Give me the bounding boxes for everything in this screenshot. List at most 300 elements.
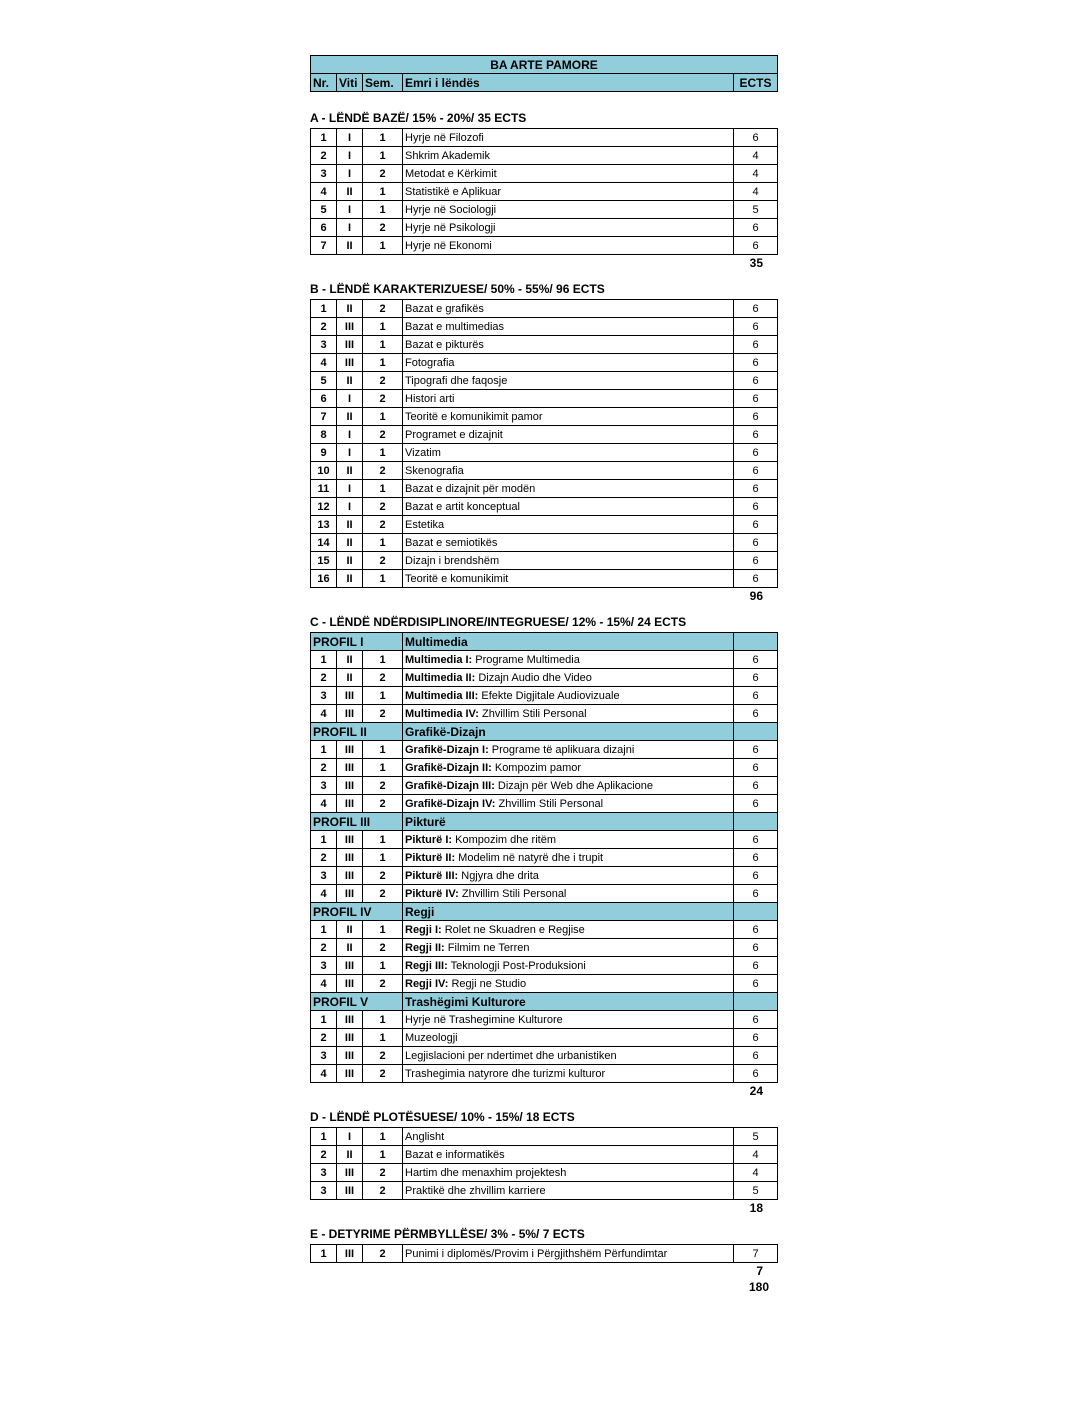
cell-sem: 1 — [363, 570, 403, 588]
cell-viti: II — [337, 408, 363, 426]
cell-course-name — [403, 165, 734, 183]
course-name: Zhvillim Stili Personal — [478, 707, 587, 720]
cell-nr: 3 — [311, 687, 337, 705]
cell-viti: III — [337, 849, 363, 867]
course-prefix: Multimedia III: — [405, 689, 479, 702]
cell-nr: 3 — [311, 777, 337, 795]
cell-ects: 6 — [734, 1065, 778, 1083]
course-name: Kompozim pamor — [491, 761, 582, 774]
cell-ects: 4 — [734, 147, 778, 165]
cell-course-name — [403, 498, 734, 516]
cell-ects: 6 — [734, 921, 778, 939]
course-name: Hyrje në Sociologji — [405, 203, 497, 216]
cell-viti: III — [337, 1065, 363, 1083]
cell-nr: 4 — [311, 1065, 337, 1083]
cell-viti: II — [337, 534, 363, 552]
cell-ects: 6 — [734, 777, 778, 795]
course-name: Hyrje në Psikologji — [405, 221, 496, 234]
cell-viti: I — [337, 129, 363, 147]
table-row — [311, 237, 778, 255]
course-prefix: Multimedia II: — [405, 671, 476, 684]
cell-sem: 1 — [363, 201, 403, 219]
cell-ects: 4 — [734, 183, 778, 201]
profile-name: Regji — [403, 903, 734, 921]
cell-sem: 1 — [363, 921, 403, 939]
cell-ects: 6 — [734, 219, 778, 237]
table-row — [311, 408, 778, 426]
cell-course-name — [403, 1245, 734, 1263]
course-name: Skenografia — [405, 464, 464, 477]
cell-viti: I — [337, 1128, 363, 1146]
table-row — [311, 1164, 778, 1182]
cell-ects: 6 — [734, 570, 778, 588]
cell-sem: 1 — [363, 444, 403, 462]
cell-nr: 2 — [311, 1146, 337, 1164]
course-name: Hyrje në Filozofi — [405, 131, 484, 144]
cell-viti: III — [337, 885, 363, 903]
course-name: Estetika — [405, 518, 445, 531]
cell-viti: II — [337, 183, 363, 201]
cell-ects: 6 — [734, 390, 778, 408]
profile-ects-blank — [734, 633, 778, 651]
cell-nr: 4 — [311, 705, 337, 723]
table-row — [311, 885, 778, 903]
section-table-b — [310, 299, 778, 588]
cell-viti: III — [337, 759, 363, 777]
cell-ects: 7 — [734, 1245, 778, 1263]
grand-total: 180 — [748, 1280, 769, 1294]
course-name: Bazat e semiotikës — [405, 536, 498, 549]
table-row — [311, 1182, 778, 1200]
header-ects: ECTS — [734, 74, 778, 92]
cell-ects: 6 — [734, 975, 778, 993]
cell-ects: 4 — [734, 165, 778, 183]
profile-name: Grafikë-Dizajn — [403, 723, 734, 741]
cell-nr: 1 — [311, 129, 337, 147]
cell-ects: 6 — [734, 534, 778, 552]
table-row — [311, 651, 778, 669]
cell-sem: 2 — [363, 390, 403, 408]
table-row — [311, 165, 778, 183]
cell-viti: III — [337, 975, 363, 993]
cell-nr: 4 — [311, 354, 337, 372]
course-name: Dizajn i brendshëm — [405, 554, 500, 567]
cell-course-name — [403, 939, 734, 957]
course-name: Dizajn Audio dhe Video — [475, 671, 592, 684]
course-name: Vizatim — [405, 446, 441, 459]
profile-header — [311, 993, 778, 1011]
cell-sem: 2 — [363, 498, 403, 516]
cell-sem: 1 — [363, 651, 403, 669]
cell-course-name — [403, 849, 734, 867]
header-name: Emri i lëndës — [403, 74, 734, 92]
table-row — [311, 687, 778, 705]
profile-ects-blank — [734, 903, 778, 921]
table-row — [311, 462, 778, 480]
cell-viti: I — [337, 219, 363, 237]
cell-viti: III — [337, 354, 363, 372]
cell-course-name — [403, 831, 734, 849]
cell-nr: 1 — [311, 1245, 337, 1263]
cell-viti: III — [337, 1164, 363, 1182]
cell-viti: II — [337, 237, 363, 255]
course-name: Filmim ne Terren — [444, 941, 530, 954]
course-name: Punimi i diplomës/Provim i Përgjithshëm Përfundimtar — [405, 1247, 668, 1260]
cell-sem: 1 — [363, 183, 403, 201]
cell-course-name — [403, 1047, 734, 1065]
cell-viti: III — [337, 318, 363, 336]
cell-course-name — [403, 480, 734, 498]
cell-nr: 3 — [311, 1182, 337, 1200]
course-name: Zhvillim Stili Personal — [458, 887, 567, 900]
cell-ects: 6 — [734, 849, 778, 867]
profile-header — [311, 903, 778, 921]
section-total-d: 18 — [749, 1201, 763, 1215]
header-table — [310, 55, 778, 92]
cell-nr: 4 — [311, 183, 337, 201]
cell-course-name — [403, 1164, 734, 1182]
cell-sem: 2 — [363, 165, 403, 183]
table-row — [311, 570, 778, 588]
table-row — [311, 975, 778, 993]
curriculum-document — [310, 55, 777, 1295]
cell-course-name — [403, 444, 734, 462]
cell-nr: 1 — [311, 741, 337, 759]
cell-ects: 6 — [734, 372, 778, 390]
cell-nr: 4 — [311, 795, 337, 813]
course-prefix: Pikturë I: — [405, 833, 453, 846]
header-sem: Sem. — [363, 74, 403, 92]
cell-ects: 6 — [734, 957, 778, 975]
cell-viti: I — [337, 498, 363, 516]
cell-sem: 2 — [363, 552, 403, 570]
section-table-e — [310, 1244, 778, 1263]
cell-sem: 1 — [363, 957, 403, 975]
cell-course-name — [403, 1146, 734, 1164]
cell-nr: 1 — [311, 1011, 337, 1029]
cell-course-name — [403, 129, 734, 147]
cell-nr: 3 — [311, 957, 337, 975]
table-row — [311, 669, 778, 687]
cell-course-name — [403, 390, 734, 408]
cell-ects: 6 — [734, 129, 778, 147]
cell-nr: 6 — [311, 219, 337, 237]
cell-sem: 2 — [363, 669, 403, 687]
profile-label: PROFIL V — [311, 993, 403, 1011]
course-prefix: Regji IV: — [405, 977, 449, 990]
table-row — [311, 1011, 778, 1029]
cell-course-name — [403, 777, 734, 795]
cell-sem: 2 — [363, 1182, 403, 1200]
cell-course-name — [403, 957, 734, 975]
table-row — [311, 201, 778, 219]
table-row — [311, 867, 778, 885]
cell-sem: 1 — [363, 1029, 403, 1047]
cell-nr: 8 — [311, 426, 337, 444]
course-name: Bazat e grafikës — [405, 302, 484, 315]
course-name: Teoritë e komunikimit — [405, 572, 509, 585]
section-total-b: 96 — [749, 589, 763, 603]
cell-course-name — [403, 147, 734, 165]
profile-ects-blank — [734, 813, 778, 831]
cell-nr: 1 — [311, 921, 337, 939]
course-prefix: Grafikë-Dizajn I: — [405, 743, 489, 756]
course-prefix: Multimedia I: — [405, 653, 473, 666]
cell-nr: 12 — [311, 498, 337, 516]
profile-label: PROFIL IV — [311, 903, 403, 921]
course-prefix: Pikturë III: — [405, 869, 459, 882]
cell-viti: III — [337, 687, 363, 705]
cell-nr: 5 — [311, 372, 337, 390]
course-name: Hyrje në Trashegimine Kulturore — [405, 1013, 563, 1026]
table-row — [311, 921, 778, 939]
course-name: Metodat e Kërkimit — [405, 167, 497, 180]
cell-ects: 6 — [734, 498, 778, 516]
cell-course-name — [403, 318, 734, 336]
cell-viti: II — [337, 651, 363, 669]
cell-course-name — [403, 921, 734, 939]
course-name: Muzeologji — [405, 1031, 458, 1044]
course-name: Bazat e dizajnit për modën — [405, 482, 536, 495]
cell-course-name — [403, 687, 734, 705]
table-row — [311, 300, 778, 318]
course-name: Programe Multimedia — [472, 653, 580, 666]
cell-sem: 1 — [363, 687, 403, 705]
cell-nr: 3 — [311, 1047, 337, 1065]
cell-ects: 5 — [734, 1128, 778, 1146]
course-prefix: Regji II: — [405, 941, 445, 954]
table-row — [311, 552, 778, 570]
section-total-e: 7 — [756, 1264, 763, 1278]
cell-ects: 6 — [734, 1029, 778, 1047]
section-title-e: E - DETYRIME PËRMBYLLËSE/ 3% - 5%/ 7 ECTS — [310, 1227, 585, 1241]
cell-viti: I — [337, 165, 363, 183]
course-prefix: Grafikë-Dizajn III: — [405, 779, 495, 792]
course-name: Bazat e multimedias — [405, 320, 505, 333]
cell-sem: 2 — [363, 777, 403, 795]
cell-course-name — [403, 867, 734, 885]
table-row — [311, 372, 778, 390]
cell-nr: 9 — [311, 444, 337, 462]
cell-nr: 1 — [311, 1128, 337, 1146]
section-title-d: D - LËNDË PLOTËSUESE/ 10% - 15%/ 18 ECTS — [310, 1110, 575, 1124]
section-total-c: 24 — [749, 1084, 763, 1098]
cell-ects: 6 — [734, 480, 778, 498]
cell-nr: 2 — [311, 318, 337, 336]
cell-ects: 5 — [734, 201, 778, 219]
cell-course-name — [403, 354, 734, 372]
cell-course-name — [403, 795, 734, 813]
table-row — [311, 354, 778, 372]
course-prefix: Pikturë II: — [405, 851, 456, 864]
cell-nr: 1 — [311, 300, 337, 318]
cell-viti: III — [337, 1047, 363, 1065]
cell-viti: II — [337, 570, 363, 588]
cell-viti: I — [337, 390, 363, 408]
cell-viti: I — [337, 480, 363, 498]
cell-viti: II — [337, 1146, 363, 1164]
cell-nr: 2 — [311, 849, 337, 867]
cell-ects: 6 — [734, 885, 778, 903]
cell-course-name — [403, 1128, 734, 1146]
table-row — [311, 480, 778, 498]
cell-sem: 1 — [363, 1146, 403, 1164]
cell-nr: 16 — [311, 570, 337, 588]
table-row — [311, 957, 778, 975]
cell-nr: 6 — [311, 390, 337, 408]
table-row — [311, 444, 778, 462]
cell-ects: 6 — [734, 462, 778, 480]
cell-ects: 5 — [734, 1182, 778, 1200]
cell-viti: II — [337, 552, 363, 570]
course-name: Bazat e artit konceptual — [405, 500, 520, 513]
cell-sem: 1 — [363, 534, 403, 552]
profile-header — [311, 633, 778, 651]
cell-ects: 6 — [734, 300, 778, 318]
course-name: Programet e dizajnit — [405, 428, 503, 441]
cell-course-name — [403, 885, 734, 903]
cell-course-name — [403, 336, 734, 354]
course-name: Fotografia — [405, 356, 455, 369]
cell-course-name — [403, 651, 734, 669]
course-name: Regji ne Studio — [448, 977, 527, 990]
cell-ects: 6 — [734, 1011, 778, 1029]
section-title-a: A - LËNDË BAZË/ 15% - 20%/ 35 ECTS — [310, 111, 527, 125]
cell-viti: II — [337, 300, 363, 318]
table-row — [311, 426, 778, 444]
table-row — [311, 219, 778, 237]
table-row — [311, 939, 778, 957]
table-row — [311, 534, 778, 552]
cell-sem: 2 — [363, 426, 403, 444]
cell-viti: III — [337, 867, 363, 885]
profile-ects-blank — [734, 993, 778, 1011]
cell-viti: III — [337, 705, 363, 723]
cell-nr: 2 — [311, 669, 337, 687]
section-title-b: B - LËNDË KARAKTERIZUESE/ 50% - 55%/ 96 ECTS — [310, 282, 605, 296]
cell-course-name — [403, 1029, 734, 1047]
course-name: Programe të aplikuara dizajni — [488, 743, 635, 756]
cell-sem: 2 — [363, 372, 403, 390]
cell-course-name — [403, 570, 734, 588]
cell-ects: 4 — [734, 1164, 778, 1182]
cell-sem: 1 — [363, 408, 403, 426]
cell-course-name — [403, 1065, 734, 1083]
profile-header — [311, 813, 778, 831]
table-row — [311, 741, 778, 759]
cell-course-name — [403, 516, 734, 534]
cell-ects: 6 — [734, 516, 778, 534]
cell-ects: 6 — [734, 741, 778, 759]
cell-ects: 6 — [734, 795, 778, 813]
course-name: Bazat e informatikës — [405, 1148, 505, 1161]
cell-course-name — [403, 219, 734, 237]
table-row — [311, 336, 778, 354]
table-row — [311, 1065, 778, 1083]
table-row — [311, 1029, 778, 1047]
section-table-c — [310, 632, 778, 1083]
cell-nr: 14 — [311, 534, 337, 552]
profile-ects-blank — [734, 723, 778, 741]
section-title-c: C - LËNDË NDËRDISIPLINORE/INTEGRUESE/ 12% - 15%/ 24 ECTS — [310, 615, 687, 629]
course-name: Kompozim dhe ritëm — [452, 833, 557, 846]
cell-course-name — [403, 408, 734, 426]
cell-course-name — [403, 741, 734, 759]
cell-course-name — [403, 1182, 734, 1200]
table-row — [311, 705, 778, 723]
cell-nr: 3 — [311, 867, 337, 885]
course-prefix: Regji I: — [405, 923, 442, 936]
profile-label: PROFIL III — [311, 813, 403, 831]
course-name: Rolet ne Skuadren e Regjise — [441, 923, 585, 936]
cell-course-name — [403, 705, 734, 723]
cell-nr: 7 — [311, 408, 337, 426]
cell-sem: 2 — [363, 939, 403, 957]
cell-sem: 2 — [363, 1245, 403, 1263]
cell-sem: 1 — [363, 849, 403, 867]
cell-sem: 2 — [363, 795, 403, 813]
cell-viti: III — [337, 1029, 363, 1047]
course-name: Efekte Digjitale Audiovizuale — [478, 689, 620, 702]
cell-viti: II — [337, 939, 363, 957]
cell-nr: 3 — [311, 1164, 337, 1182]
course-name: Teknologji Post-Produksioni — [447, 959, 586, 972]
cell-course-name — [403, 300, 734, 318]
course-name: Dizajn për Web dhe Aplikacione — [494, 779, 654, 792]
profile-header — [311, 723, 778, 741]
cell-viti: III — [337, 957, 363, 975]
cell-viti: III — [337, 777, 363, 795]
cell-ects: 6 — [734, 705, 778, 723]
course-name: Trashegimia natyrore dhe turizmi kulturor — [405, 1067, 606, 1080]
cell-course-name — [403, 462, 734, 480]
cell-nr: 2 — [311, 147, 337, 165]
course-name: Zhvillim Stili Personal — [495, 797, 604, 810]
cell-sem: 1 — [363, 237, 403, 255]
cell-viti: III — [337, 336, 363, 354]
cell-sem: 1 — [363, 741, 403, 759]
cell-sem: 2 — [363, 705, 403, 723]
course-name: Hyrje në Ekonomi — [405, 239, 492, 252]
section-table-a — [310, 128, 778, 255]
table-row — [311, 129, 778, 147]
course-name: Modelim në natyrë dhe i trupit — [455, 851, 604, 864]
cell-sem: 1 — [363, 336, 403, 354]
cell-sem: 1 — [363, 480, 403, 498]
cell-course-name — [403, 975, 734, 993]
cell-course-name — [403, 201, 734, 219]
cell-viti: III — [337, 741, 363, 759]
course-prefix: Regji III: — [405, 959, 448, 972]
cell-course-name — [403, 669, 734, 687]
cell-ects: 6 — [734, 1047, 778, 1065]
course-prefix: Grafikë-Dizajn II: — [405, 761, 492, 774]
cell-sem: 2 — [363, 1164, 403, 1182]
cell-nr: 7 — [311, 237, 337, 255]
cell-ects: 6 — [734, 831, 778, 849]
cell-nr: 15 — [311, 552, 337, 570]
table-row — [311, 777, 778, 795]
course-name: Hartim dhe menaxhim projektesh — [405, 1166, 567, 1179]
cell-nr: 2 — [311, 939, 337, 957]
cell-ects: 6 — [734, 318, 778, 336]
table-row — [311, 849, 778, 867]
cell-course-name — [403, 552, 734, 570]
cell-course-name — [403, 426, 734, 444]
cell-ects: 6 — [734, 759, 778, 777]
course-name: Legjislacioni per ndertimet dhe urbanistiken — [405, 1049, 617, 1062]
header-nr: Nr. — [311, 74, 337, 92]
